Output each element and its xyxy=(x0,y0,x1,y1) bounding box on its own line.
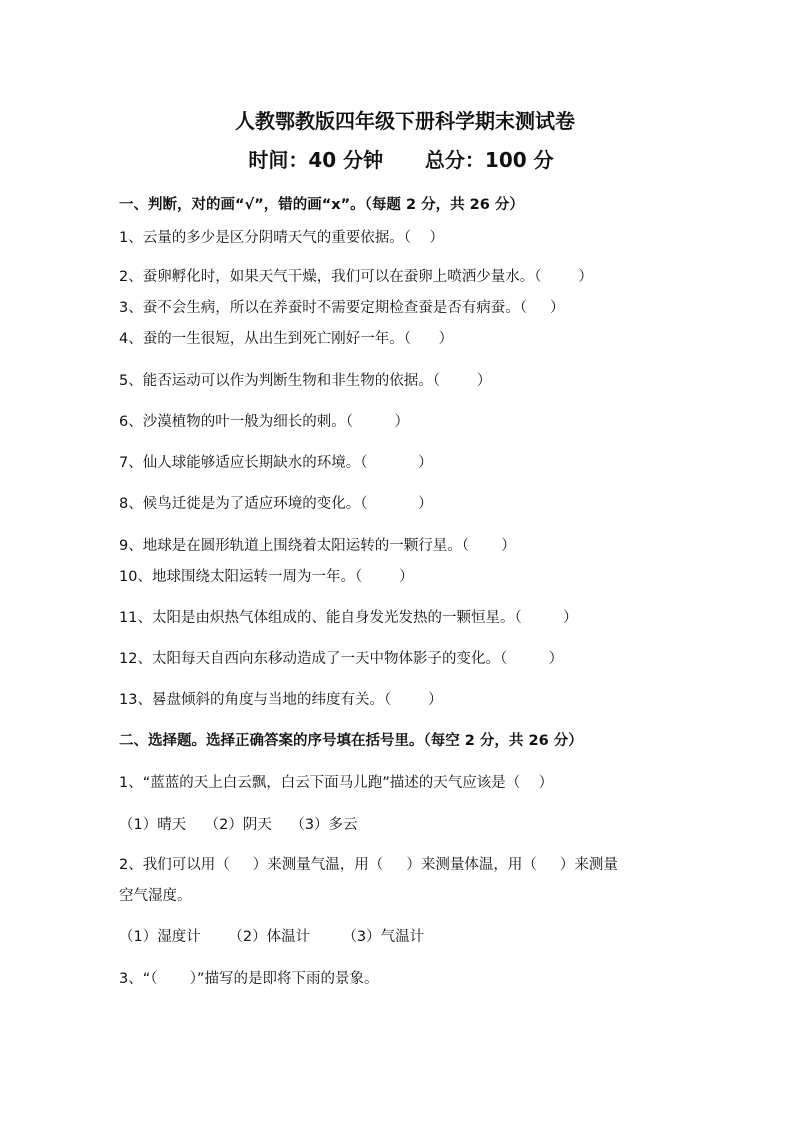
question-item: 10、地球围绕太阳运转一周为一年。（ ） xyxy=(119,569,414,585)
question-item: 13、晷盘倾斜的角度与当地的纬度有关。（ ） xyxy=(119,692,443,708)
question-item: 5、能否运动可以作为判断生物和非生物的依据。（ ） xyxy=(119,373,492,389)
question-item: 12、太阳每天自西向东移动造成了一天中物体影子的变化。（ ） xyxy=(119,651,564,667)
page-title: 人教鄂教版四年级下册科学期末测试卷 xyxy=(235,109,575,133)
question-item: 4、蚕的一生很短，从出生到死亡刚好一年。（ ） xyxy=(119,331,454,347)
answer-options: （1）湿度计 （2）体温计 （3）气温计 xyxy=(119,929,425,945)
question-item: 6、沙漠植物的叶一般为细长的刺。（ ） xyxy=(119,414,409,430)
question-item: 1、云量的多少是区分阴晴天气的重要依据。（ ） xyxy=(119,230,444,246)
question-item: 11、太阳是由炽热气体组成的、能自身发光发热的一颗恒星。（ ） xyxy=(119,610,578,626)
question-item: 9、地球是在圆形轨道上围绕着太阳运转的一颗行星。（ ） xyxy=(119,538,516,554)
question-item-continued: 空气湿度。 xyxy=(119,888,192,904)
question-item: 7、仙人球能够适应长期缺水的环境。（ ） xyxy=(119,455,433,471)
section-heading-judgement: 一、判断，对的画“√”，错的画“x”。（每题 2 分，共 26 分） xyxy=(119,197,524,213)
question-item: 3、“（ ）”描写的是即将下雨的景象。 xyxy=(119,971,379,987)
answer-options: （1）晴天 （2）阴天 （3）多云 xyxy=(119,817,358,833)
question-item: 8、候鸟迁徙是为了适应环境的变化。（ ） xyxy=(119,496,433,512)
exam-time-score: 时间：40 分钟 总分：100 分 xyxy=(248,148,554,172)
section-heading-choice: 二、选择题。选择正确答案的序号填在括号里。（每空 2 分，共 26 分） xyxy=(119,733,583,749)
question-item: 2、蚕卵孵化时，如果天气干燥，我们可以在蚕卵上喷洒少量水。（ ） xyxy=(119,269,593,285)
question-item: 2、我们可以用（ ）来测量气温，用（ ）来测量体温，用（ ）来测量 xyxy=(119,857,618,873)
question-item: 1、“蓝蓝的天上白云飘，白云下面马儿跑”描述的天气应该是（ ） xyxy=(119,775,554,791)
question-item: 3、蚕不会生病，所以在养蚕时不需要定期检查蚕是否有病蚕。（ ） xyxy=(119,300,565,316)
